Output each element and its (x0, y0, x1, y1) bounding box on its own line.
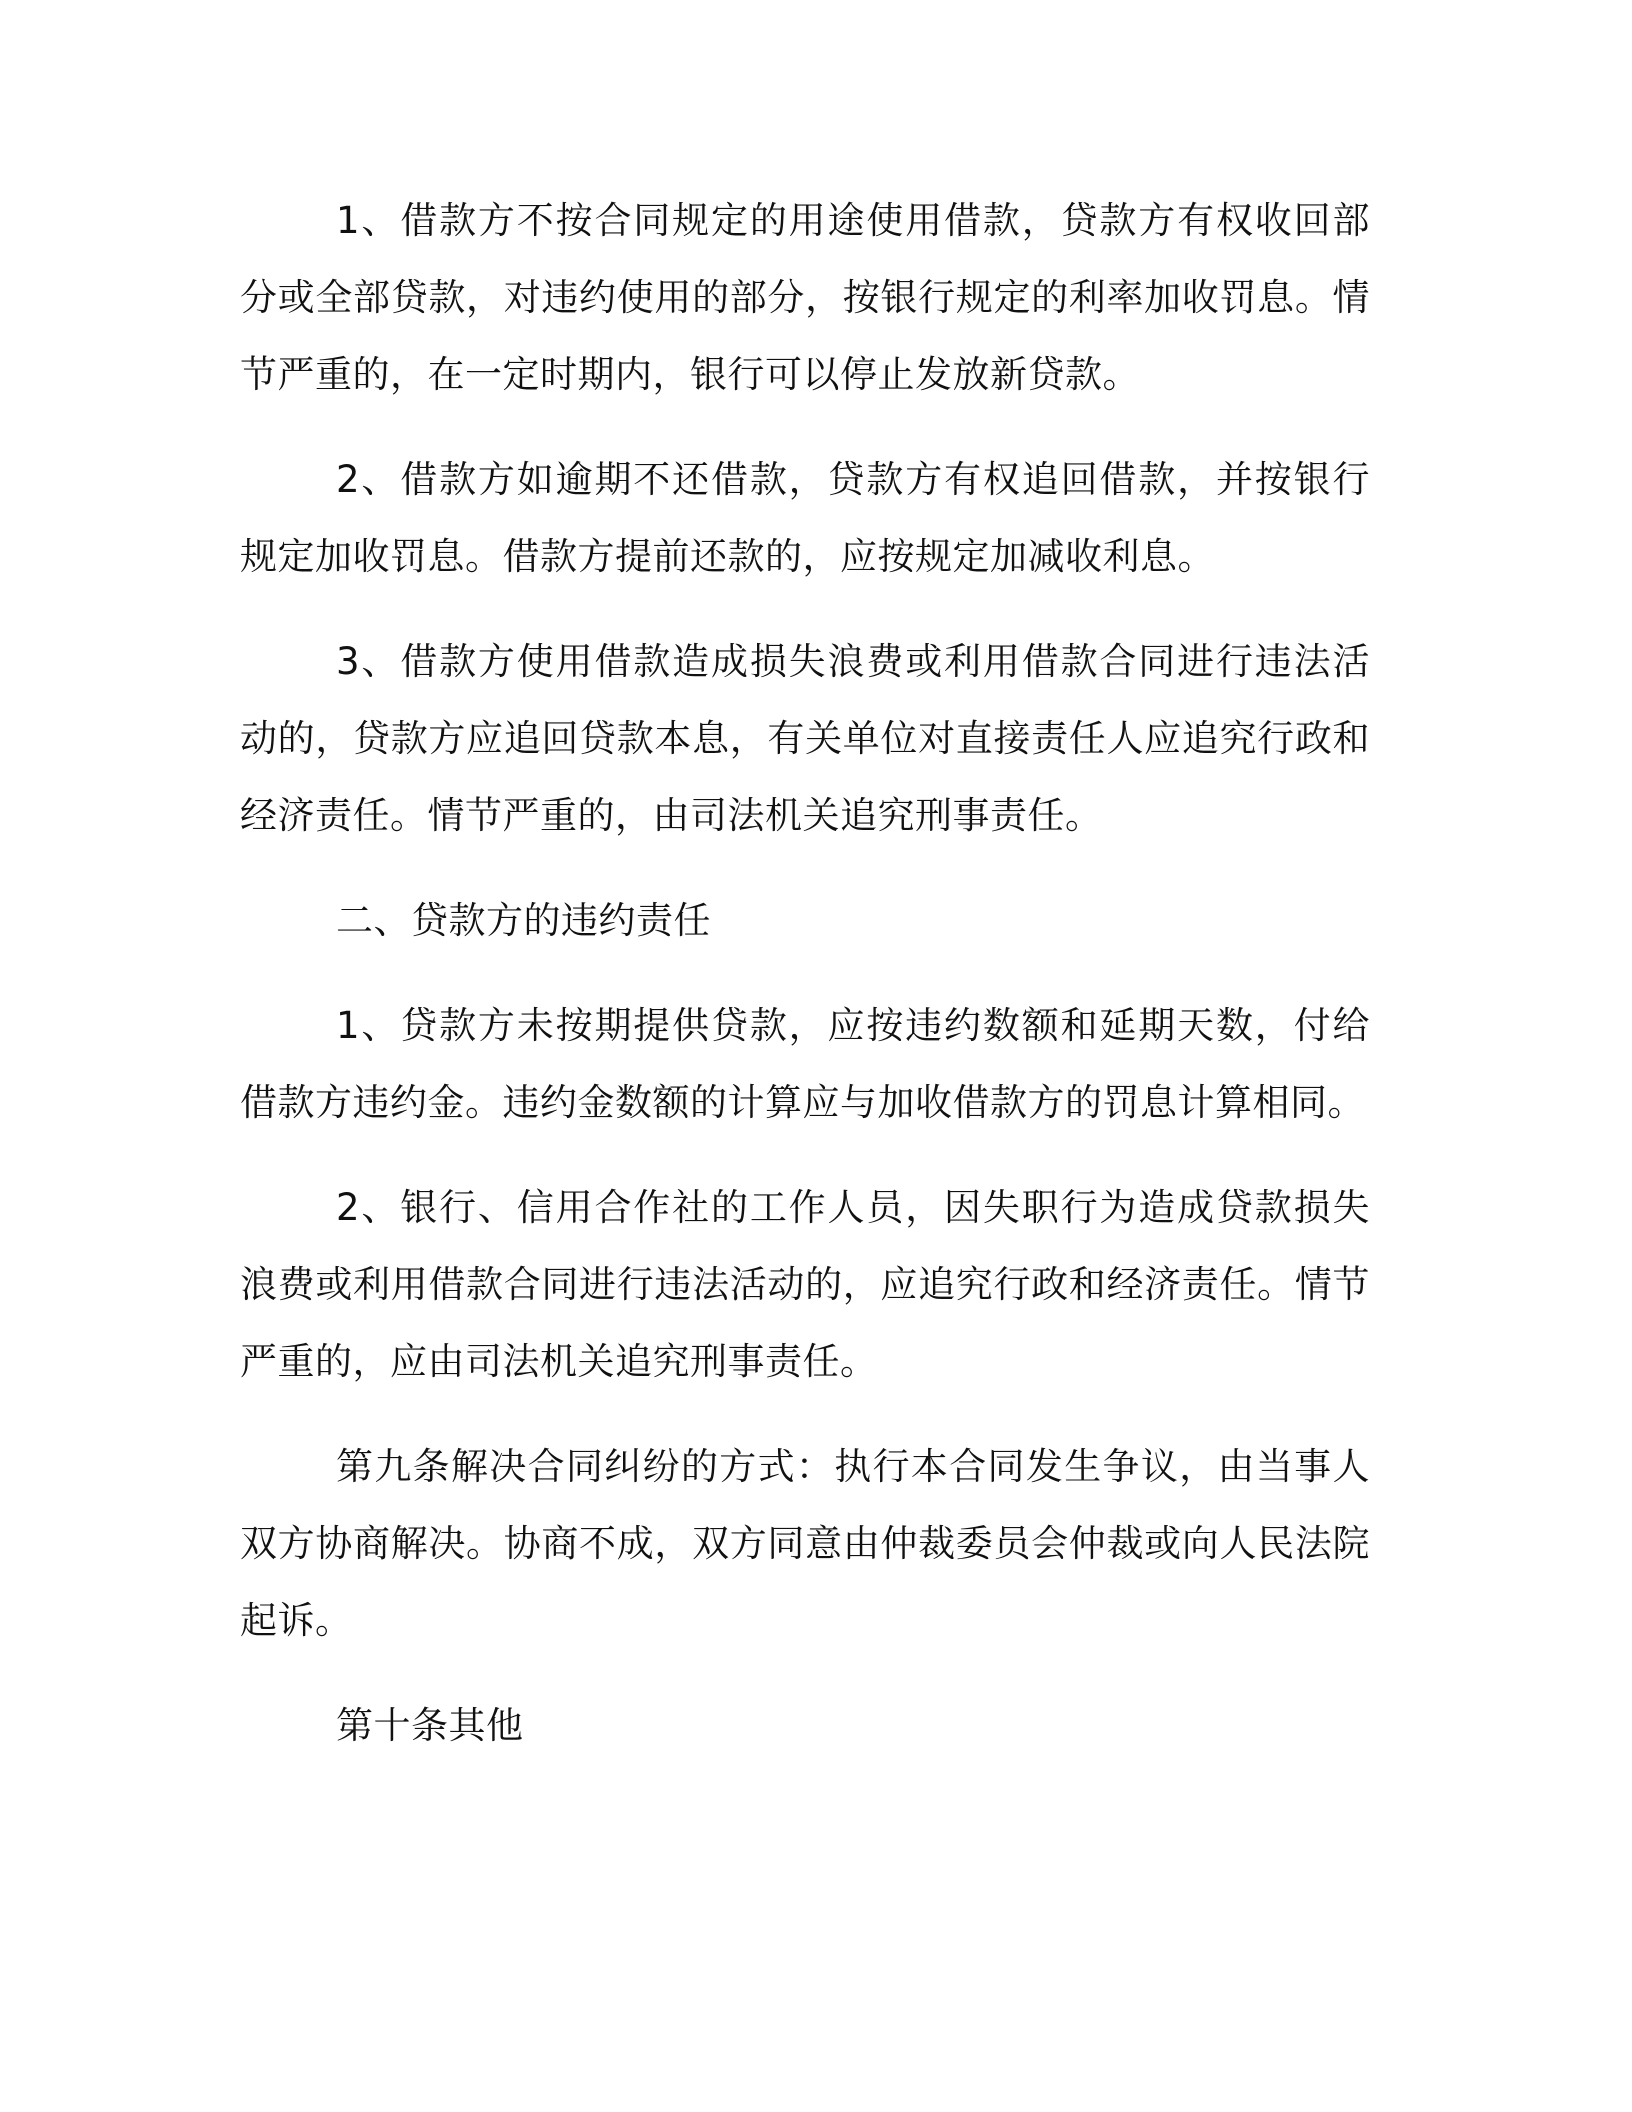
section-heading-lender-liability: 二、贷款方的违约责任 (336, 899, 711, 942)
document-body (240, 182, 1370, 1792)
paragraph-staff-negligence: 2、银行、信用合作社的工作人员，因失职行为造成贷款损失浪费或利用借款合同进行违法活动的，应追究行政和经济责任。情节严重的，应由司法机关追究刑事责任。 (240, 1186, 1370, 1383)
paragraph-lender-late: 1、贷款方未按期提供贷款，应按违约数额和延期天数，付给借款方违约金。违约金数额的计算应与加收借款方的罚息计算相同。 (240, 1004, 1370, 1124)
paragraph-borrower-overdue: 2、借款方如逾期不还借款，贷款方有权追回借款，并按银行规定加收罚息。借款方提前还款的，应按规定加减收利息。 (240, 458, 1370, 578)
paragraph-borrower-misuse: 1、借款方不按合同规定的用途使用借款，贷款方有权收回部分或全部贷款，对违约使用的部分，按银行规定的利率加收罚息。情节严重的，在一定时期内，银行可以停止发放新贷款。 (240, 199, 1370, 396)
paragraph-article-ten: 第十条其他 (336, 1704, 524, 1747)
paragraph-article-nine: 第九条解决合同纠纷的方式：执行本合同发生争议，由当事人双方协商解决。协商不成，双方同意由仲裁委员会仲裁或向人民法院起诉。 (240, 1445, 1370, 1642)
paragraph-borrower-loss: 3、借款方使用借款造成损失浪费或利用借款合同进行违法活动的，贷款方应追回贷款本息，有关单位对直接责任人应追究行政和经济责任。情节严重的，由司法机关追究刑事责任。 (240, 640, 1370, 837)
